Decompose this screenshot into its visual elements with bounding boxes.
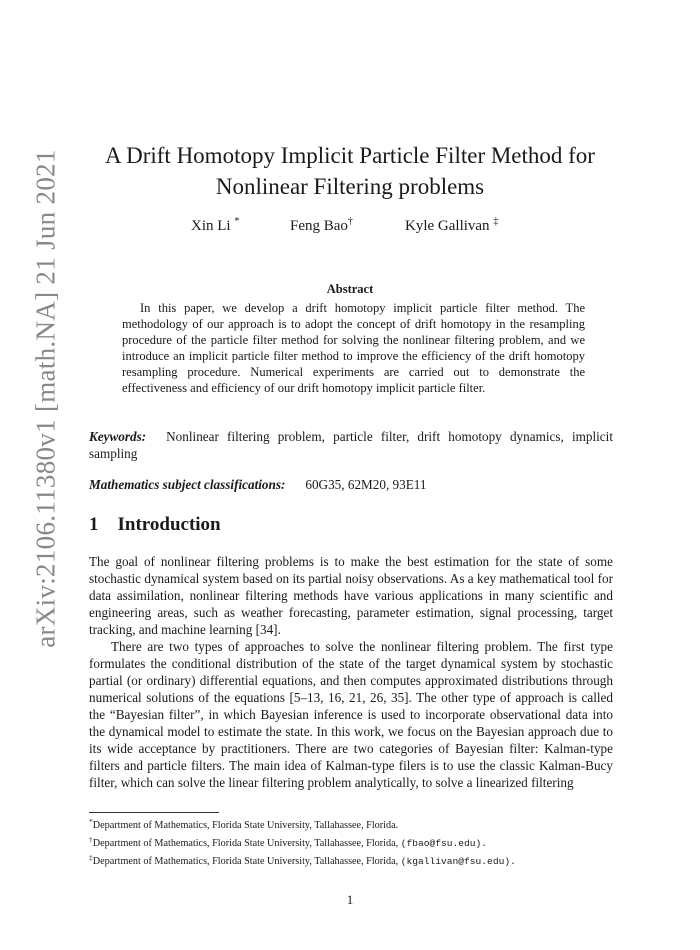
author-footnote-mark: * xyxy=(234,216,240,227)
arxiv-identifier-text: arXiv:2106.11380v1 [math.NA] 21 Jun 2021 xyxy=(30,148,61,648)
msc-label: Mathematics subject classifications: xyxy=(89,477,286,492)
abstract-text: In this paper, we develop a drift homotopy implicit particle filter method. The methodology of our approach is to adopt the concept of drift homotopy in the resampling procedure of the particle filter method for solving the nonlinear filtering problem, and we introduce an implicit particle filter method to improve the efficiency of the drift homotopy resampling procedure. Numerical experiments are carried out to demonstrate the effectiveness and efficiency of our drift homotopy implicit particle filter. xyxy=(122,301,585,395)
section-title: Introduction xyxy=(117,514,221,535)
footnote-divider xyxy=(89,812,219,813)
author-footnote-mark: ‡ xyxy=(493,216,499,227)
section-heading-introduction xyxy=(89,514,221,536)
intro-paragraph-2: There are two types of approaches to solve the nonlinear filtering problem. The first type formulates the conditional distribution of the state of the target dynamical system by stochastic partial (or ordinary) differential equations, and then computes approximated distributions through numerical solutions of the equations [5–13, 16, 21, 26, 35]. The other type of approach is called the “Bayesian filter”, in which Bayesian inference is used to incorporate observational data into the dynamical model to estimate the state. In this work, we focus on the Bayesian approach due to its wide acceptance by practitioners. There are two categories of Bayesian filter: Kalman-type filters and particle filters. The main idea of Kalman-type filers is to use the classic Kalman-Bucy filter, which can solve the linear filtering problem analytically, to solve a linearized filtering xyxy=(89,639,613,790)
msc-codes: 60G35, 62M20, 93E11 xyxy=(305,477,427,492)
keywords-block xyxy=(89,428,613,462)
author-xin-li: Xin Li * xyxy=(191,216,240,234)
footnote-text: Department of Mathematics, Florida State University, Tallahassee, Florida. xyxy=(92,820,399,831)
footnote-2 xyxy=(89,833,629,851)
footnote-1 xyxy=(89,815,629,833)
footnote-mark: † xyxy=(89,835,93,844)
footnote-mark: * xyxy=(89,817,93,826)
author-kyle-gallivan: Kyle Gallivan ‡ xyxy=(405,216,499,234)
paper-title xyxy=(80,140,620,202)
page-number: 1 xyxy=(346,892,354,907)
footnote-text: Department of Mathematics, Florida State University, Tallahassee, Florida, xyxy=(92,838,399,849)
title-line-1: A Drift Homotopy Implicit Particle Filter Method for xyxy=(105,143,595,168)
keywords-text: Nonlinear filtering problem, particle filter, drift homotopy dynamics, implicit sampling xyxy=(89,429,613,461)
footnote-email-fbao[interactable]: (fbao@fsu.edu). xyxy=(400,838,488,849)
author-footnote-mark: † xyxy=(347,216,353,227)
keywords-label: Keywords: xyxy=(89,429,147,444)
author-feng-bao: Feng Bao† xyxy=(290,216,353,234)
msc-block xyxy=(89,476,613,493)
footnote-mark: ‡ xyxy=(89,853,93,862)
footnote-3 xyxy=(89,851,629,869)
footnote-text: Department of Mathematics, Florida State University, Tallahassee, Florida, xyxy=(92,856,399,867)
arxiv-identifier-stamp xyxy=(28,128,64,668)
abstract-heading: Abstract xyxy=(326,282,374,296)
title-line-2: Nonlinear Filtering problems xyxy=(215,174,485,199)
footnotes xyxy=(89,815,629,869)
footnote-email-kgallivan[interactable]: (kgallivan@fsu.edu). xyxy=(400,856,516,867)
intro-paragraph-1: The goal of nonlinear filtering problems is to make the best estimation for the state of some stochastic dynamical system based on its partial noisy observations. As a key mathematical tool for data assimilation, nonlinear filtering methods have various applications in many scientific and engineering areas, such as weather forecasting, parameter estimation, signal processing, target tracking, and machine learning [34]. xyxy=(89,554,613,637)
section-number: 1 xyxy=(89,514,99,535)
